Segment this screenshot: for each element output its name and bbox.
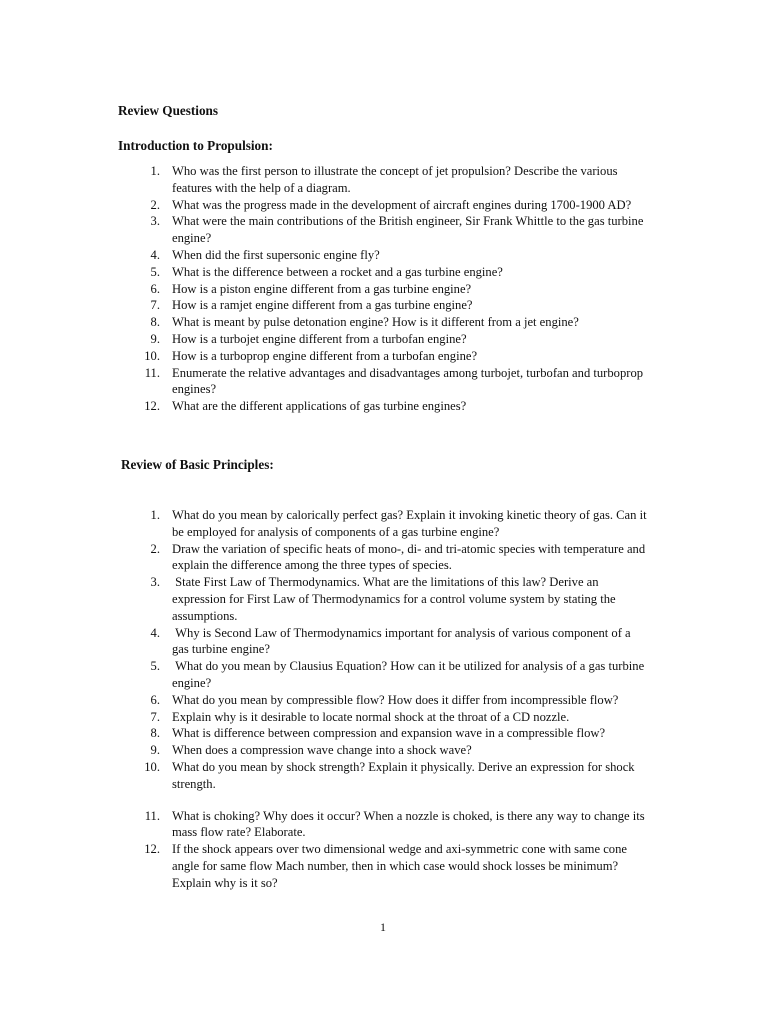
question-number: 9. bbox=[150, 331, 160, 346]
list-spacer bbox=[130, 793, 650, 808]
list-item bbox=[130, 574, 650, 624]
question-text: If the shock appears over two dimensional wedge and axi-symmetric cone with same cone angle for same flow Mach number, then in which case would shock losses be minimum? Explain why is it so? bbox=[172, 842, 627, 890]
list-item bbox=[130, 213, 650, 247]
question-text: What were the main contributions of the British engineer, Sir Frank Whittle to the gas turbine engine? bbox=[172, 214, 644, 246]
question-text: How is a turbojet engine different from a turbofan engine? bbox=[172, 331, 467, 346]
list-item bbox=[130, 348, 650, 365]
list-item bbox=[130, 541, 650, 575]
page-number: 1 bbox=[380, 920, 386, 934]
list-item bbox=[130, 365, 650, 399]
question-number: 12. bbox=[144, 842, 160, 857]
list-item bbox=[130, 692, 650, 709]
question-text: When does a compression wave change into a shock wave? bbox=[172, 743, 472, 758]
list-item bbox=[130, 197, 650, 214]
question-text: How is a turboprop engine different from a turbofan engine? bbox=[172, 348, 478, 363]
question-number: 4. bbox=[150, 625, 160, 640]
question-list-propulsion bbox=[130, 163, 650, 415]
list-item bbox=[130, 163, 650, 197]
question-text: What was the progress made in the development of aircraft engines during 1700-1900 AD? bbox=[172, 197, 632, 212]
list-item bbox=[130, 264, 650, 281]
question-text: Who was the first person to illustrate the concept of jet propulsion? Describe the various features with the help of a diagram. bbox=[172, 164, 618, 195]
question-text: What is meant by pulse detonation engine? How is it different from a jet engine? bbox=[172, 315, 579, 330]
question-text: What is choking? Why does it occur? When a nozzle is choked, is there any way to change its mass flow rate? Elaborate. bbox=[172, 808, 645, 840]
question-text: Enumerate the relative advantages and disadvantages among turbojet, turbofan and turboprop engines? bbox=[172, 365, 644, 397]
question-text: What do you mean by compressible flow? How does it differ from incompressible flow? bbox=[172, 692, 619, 707]
question-number: 3. bbox=[150, 214, 160, 229]
question-text: What do you mean by shock strength? Explain it physically. Derive an expression for shock strength. bbox=[172, 759, 635, 791]
question-number: 10. bbox=[144, 348, 160, 363]
question-number: 11. bbox=[144, 808, 160, 823]
question-number: 10. bbox=[144, 759, 160, 774]
question-number: 6. bbox=[150, 281, 160, 296]
list-item bbox=[130, 314, 650, 331]
question-number: 7. bbox=[150, 709, 160, 724]
list-item bbox=[130, 709, 650, 726]
question-number: 1. bbox=[150, 164, 160, 178]
question-list-basic-principles bbox=[130, 507, 650, 892]
list-item bbox=[130, 331, 650, 348]
question-number: 12. bbox=[144, 399, 160, 414]
question-number: 2. bbox=[150, 197, 160, 212]
question-text: What do you mean by calorically perfect gas? Explain it invoking kinetic theory of gas. Can it be employed for analysis of components of a gas turbine engine? bbox=[172, 508, 647, 539]
question-number: 4. bbox=[150, 247, 160, 262]
list-item bbox=[130, 742, 650, 759]
question-number: 1. bbox=[150, 508, 160, 522]
section-heading-propulsion: Introduction to Propulsion: bbox=[118, 138, 273, 153]
list-item bbox=[130, 625, 650, 659]
list-item bbox=[130, 281, 650, 298]
list-item bbox=[130, 247, 650, 264]
list-item bbox=[130, 658, 650, 692]
question-number: 8. bbox=[150, 315, 160, 330]
list-item bbox=[130, 507, 650, 541]
question-number: 5. bbox=[150, 659, 160, 674]
question-text: How is a piston engine different from a gas turbine engine? bbox=[172, 281, 472, 296]
list-item bbox=[130, 398, 650, 415]
document-title: Review Questions bbox=[118, 103, 219, 118]
question-text: What do you mean by Clausius Equation? How can it be utilized for analysis of a gas turbine engine? bbox=[172, 659, 648, 690]
section-heading-basic-principles: Review of Basic Principles: bbox=[121, 457, 274, 472]
question-text: Why is Second Law of Thermodynamics important for analysis of various component of a gas turbine engine? bbox=[172, 625, 634, 657]
question-number: 2. bbox=[150, 541, 160, 556]
list-item bbox=[130, 759, 650, 793]
question-number: 5. bbox=[150, 264, 160, 279]
question-text: What is difference between compression and expansion wave in a compressible flow? bbox=[172, 726, 606, 741]
list-item bbox=[130, 808, 650, 842]
question-text: State First Law of Thermodynamics. What are the limitations of this law? Derive an expression for First Law of Thermodynamics for a control volume system by stating the assumptions. bbox=[172, 575, 619, 623]
question-number: 8. bbox=[150, 726, 160, 741]
list-item bbox=[130, 725, 650, 742]
question-number: 7. bbox=[150, 298, 160, 313]
question-text: What are the different applications of gas turbine engines? bbox=[172, 399, 467, 414]
list-item bbox=[130, 297, 650, 314]
question-number: 11. bbox=[144, 365, 160, 380]
question-number: 9. bbox=[150, 743, 160, 758]
question-text: When did the first supersonic engine fly? bbox=[172, 247, 380, 262]
question-number: 6. bbox=[150, 692, 160, 707]
question-text: Draw the variation of specific heats of mono-, di- and tri-atomic species with temperature and explain the difference among the three types of species. bbox=[172, 541, 646, 573]
question-text: Explain why is it desirable to locate normal shock at the throat of a CD nozzle. bbox=[172, 709, 570, 724]
question-text: How is a ramjet engine different from a gas turbine engine? bbox=[172, 298, 473, 313]
list-item bbox=[130, 841, 650, 891]
question-number: 3. bbox=[150, 575, 160, 590]
question-text: What is the difference between a rocket and a gas turbine engine? bbox=[172, 264, 503, 279]
